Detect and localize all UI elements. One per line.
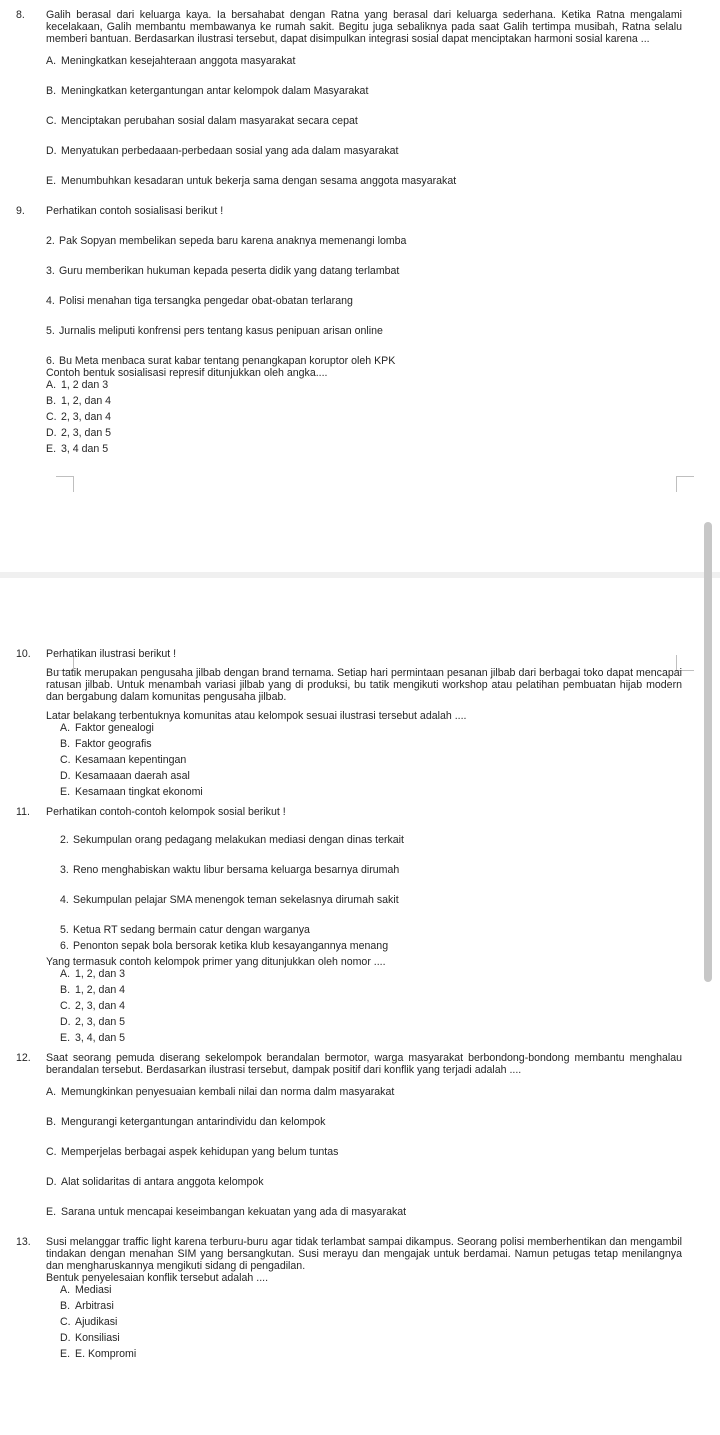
list-item xyxy=(60,894,682,906)
question-number: 13. xyxy=(16,1236,31,1248)
option-text: Sarana untuk mencapai keseimbangan kekuatan yang ada di masyarakat xyxy=(61,1206,407,1218)
answer-option[interactable] xyxy=(60,738,682,750)
answer-option[interactable] xyxy=(60,1316,682,1328)
item-number: 3. xyxy=(60,864,69,876)
question-prompt: Yang termasuk contoh kelompok primer yang ditunjukkan oleh nomor .... xyxy=(46,956,386,968)
option-text: 1, 2 dan 3 xyxy=(61,379,109,391)
option-text: Arbitrasi xyxy=(75,1300,114,1312)
option-text: 2, 3, dan 5 xyxy=(61,427,112,439)
answer-option[interactable] xyxy=(60,722,682,734)
list-item xyxy=(60,940,682,952)
answer-option[interactable] xyxy=(46,1116,682,1128)
option-label: B. xyxy=(60,738,71,750)
option-text: 2, 3, dan 5 xyxy=(75,1016,126,1028)
option-text: E. Kompromi xyxy=(75,1348,137,1360)
option-label: D. xyxy=(46,145,57,157)
answer-option[interactable] xyxy=(46,115,682,127)
question-prompt: Contoh bentuk sosialisasi represif ditunjukkan oleh angka.... xyxy=(46,367,328,379)
option-text: Menumbuhkan kesadaran untuk bekerja sama dengan sesama anggota masyarakat xyxy=(61,175,457,187)
answer-option[interactable] xyxy=(46,411,682,423)
answer-option[interactable] xyxy=(60,1000,682,1012)
item-number: 3. xyxy=(46,265,55,277)
option-label: C. xyxy=(60,1316,71,1328)
item-number: 6. xyxy=(46,355,55,367)
item-text: Bu Meta menbaca surat kabar tentang penangkapan koruptor oleh KPK xyxy=(59,355,396,367)
option-label: B. xyxy=(60,984,71,996)
option-text: 2, 3, dan 4 xyxy=(75,1000,126,1012)
answer-option[interactable] xyxy=(60,1016,682,1028)
option-text: Meningkatkan kesejahteraan anggota masyarakat xyxy=(61,55,296,67)
option-text: Memperjelas berbagai aspek kehidupan yang belum tuntas xyxy=(61,1146,339,1158)
answer-option[interactable] xyxy=(60,1332,682,1344)
answer-option[interactable] xyxy=(60,786,682,798)
option-label: C. xyxy=(60,1000,71,1012)
option-text: Faktor geografis xyxy=(75,738,152,750)
page-bottom xyxy=(0,648,720,1435)
option-text: Konsiliasi xyxy=(75,1332,120,1344)
question-8 xyxy=(16,9,682,187)
question-stem: Susi melanggar traffic light karena terburu-buru agar tidak terlambat sampai dikampus. Seorang polisi memberhentikan dan mengambil tindakan dengan menahan SIM yang bersangkutan. Susi merayu dan mengajak untuk berdamai. Namun petugas tetap menilangnya dan mengharuskannya mengikuti sidang di pengadilan. xyxy=(46,1236,682,1272)
item-number: 2. xyxy=(46,235,55,247)
option-text: Mengurangi ketergantungan antarindividu dan kelompok xyxy=(61,1116,326,1128)
question-13 xyxy=(16,1236,682,1360)
question-number: 10. xyxy=(16,648,31,660)
option-label: E. xyxy=(60,1348,71,1360)
item-number: 6. xyxy=(60,940,69,952)
option-text: Faktor genealogi xyxy=(75,722,154,734)
answer-option[interactable] xyxy=(46,85,682,97)
question-number: 8. xyxy=(16,9,25,21)
question-prompt: Bentuk penyelesaian konflik tersebut adalah .... xyxy=(46,1272,269,1284)
question-9 xyxy=(16,205,682,455)
item-number: 4. xyxy=(60,894,69,906)
answer-option[interactable] xyxy=(46,427,682,439)
list-item xyxy=(60,864,682,876)
question-stem: Perhatikan contoh-contoh kelompok sosial berikut ! xyxy=(46,806,286,818)
question-number: 12. xyxy=(16,1052,31,1064)
option-label: A. xyxy=(60,722,71,734)
option-text: Memungkinkan penyesuaian kembali nilai dan norma dalm masyarakat xyxy=(61,1086,395,1098)
item-text: Guru memberikan hukuman kepada peserta didik yang datang terlambat xyxy=(59,265,400,277)
item-number: 5. xyxy=(60,924,69,936)
option-text: 1, 2, dan 4 xyxy=(61,395,112,407)
answer-option[interactable] xyxy=(46,1206,682,1218)
option-text: Ajudikasi xyxy=(75,1316,118,1328)
option-label: B. xyxy=(46,1116,57,1128)
item-text: Pak Sopyan membelikan sepeda baru karena anaknya memenangi lomba xyxy=(59,235,407,247)
item-number: 2. xyxy=(60,834,69,846)
item-text: Sekumpulan pelajar SMA menengok teman sekelasnya dirumah sakit xyxy=(73,894,399,906)
page-top xyxy=(0,0,720,490)
option-label: C. xyxy=(46,1146,57,1158)
answer-option[interactable] xyxy=(46,1176,682,1188)
option-label: A. xyxy=(60,1284,71,1296)
answer-option[interactable] xyxy=(60,1032,682,1044)
list-item xyxy=(46,295,682,307)
item-text: Polisi menahan tiga tersangka pengedar obat-obatan terlarang xyxy=(59,295,353,307)
scrollbar-thumb[interactable] xyxy=(704,522,712,982)
option-text: Menyatukan perbedaaan-perbedaan sosial yang ada dalam masyarakat xyxy=(61,145,399,157)
question-stem: Galih berasal dari keluarga kaya. Ia bersahabat dengan Ratna yang berasal dari keluarga sederhana. Ketika Ratna mengalami kecelakaan, Galih membantu membawanya ke rumah sakit. Begitu juga sebaliknya pada saat Galih tertimpa musibah, Ratna selalu memberi bantuan. Berdasarkan ilustrasi tersebut, dapat disimpulkan integrasi sosial dapat menciptakan harmoni sosial karena ... xyxy=(46,9,682,45)
question-stem: Perhatikan contoh sosialisasi berikut ! xyxy=(46,205,224,217)
answer-option[interactable] xyxy=(60,770,682,782)
option-label: D. xyxy=(60,1016,71,1028)
option-label: A. xyxy=(60,968,71,980)
item-text: Ketua RT sedang bermain catur dengan warganya xyxy=(73,924,310,936)
option-text: Mediasi xyxy=(75,1284,112,1296)
crop-mark xyxy=(676,476,694,492)
list-item xyxy=(60,924,682,936)
option-label: D. xyxy=(46,1176,57,1188)
item-text: Sekumpulan orang pedagang melakukan mediasi dengan dinas terkait xyxy=(73,834,404,846)
illustration-paragraph: Bu tatik merupakan pengusaha jilbab dengan brand ternama. Setiap hari permintaan pesanan jilbab dari berbagai toko dapat mencapai ratusan jilbab. Untuk menambah variasi jilbab yang di produksi, bu tatik mengikuti workshop atau pelatihan pembuatan hijab modern dan bergabung dalam komunitas pengusaha jilbab. xyxy=(46,667,682,703)
answer-option[interactable] xyxy=(60,1348,682,1360)
item-number: 4. xyxy=(46,295,55,307)
option-text: 2, 3, dan 4 xyxy=(61,411,112,423)
answer-option[interactable] xyxy=(46,175,682,187)
list-item xyxy=(46,265,682,277)
option-label: C. xyxy=(46,115,57,127)
answer-option[interactable] xyxy=(60,1284,682,1296)
option-label: B. xyxy=(60,1300,71,1312)
answer-option[interactable] xyxy=(46,1086,682,1098)
answer-option[interactable] xyxy=(60,984,682,996)
option-text: Meningkatkan ketergantungan antar kelompok dalam Masyarakat xyxy=(61,85,369,97)
option-label: E. xyxy=(46,443,57,455)
question-12 xyxy=(16,1052,682,1218)
option-text: Alat solidaritas di antara anggota kelompok xyxy=(61,1176,264,1188)
answer-option[interactable] xyxy=(46,379,682,391)
option-label: E. xyxy=(60,786,71,798)
option-text: Kesamaan kepentingan xyxy=(75,754,187,766)
option-text: 3, 4 dan 5 xyxy=(61,443,109,455)
option-text: Kesamaaan daerah asal xyxy=(75,770,190,782)
question-prompt: Latar belakang terbentuknya komunitas atau kelompok sesuai ilustrasi tersebut adalah .... xyxy=(46,710,467,722)
list-item xyxy=(46,355,682,367)
answer-option[interactable] xyxy=(46,145,682,157)
option-label: C. xyxy=(46,411,57,423)
option-label: D. xyxy=(46,427,57,439)
answer-option[interactable] xyxy=(46,443,682,455)
question-number: 11. xyxy=(16,806,30,818)
option-label: A. xyxy=(46,379,57,391)
question-11 xyxy=(16,806,682,1044)
option-label: E. xyxy=(46,175,57,187)
option-label: A. xyxy=(46,55,57,67)
question-10 xyxy=(16,648,682,798)
answer-option[interactable] xyxy=(60,968,682,980)
option-text: 3, 4, dan 5 xyxy=(75,1032,126,1044)
question-number: 9. xyxy=(16,205,25,217)
option-label: D. xyxy=(60,770,71,782)
option-text: 1, 2, dan 3 xyxy=(75,968,126,980)
list-item xyxy=(46,325,682,337)
answer-option[interactable] xyxy=(60,1300,682,1312)
question-stem: Saat seorang pemuda diserang sekelompok berandalan bermotor, warga masyarakat berbondong-bondong membantu menghalau berandalan tersebut. Berdasarkan ilustrasi tersebut, dampak positif dari konflik yang terjadi adalah .... xyxy=(46,1052,682,1076)
question-stem: Perhatikan ilustrasi berikut ! xyxy=(46,648,177,660)
option-label: D. xyxy=(60,1332,71,1344)
answer-option[interactable] xyxy=(46,1146,682,1158)
list-item xyxy=(46,235,682,247)
option-text: 1, 2, dan 4 xyxy=(75,984,126,996)
option-label: E. xyxy=(46,1206,57,1218)
list-item xyxy=(60,834,682,846)
answer-option[interactable] xyxy=(46,395,682,407)
option-text: Kesamaan tingkat ekonomi xyxy=(75,786,203,798)
item-number: 5. xyxy=(46,325,55,337)
page-separator xyxy=(0,572,720,578)
item-text: Penonton sepak bola bersorak ketika klub kesayangannya menang xyxy=(73,940,389,952)
option-label: E. xyxy=(60,1032,71,1044)
option-label: A. xyxy=(46,1086,57,1098)
item-text: Jurnalis meliputi konfrensi pers tentang kasus penipuan arisan online xyxy=(59,325,383,337)
option-label: C. xyxy=(60,754,71,766)
item-text: Reno menghabiskan waktu libur bersama keluarga besarnya dirumah xyxy=(73,864,400,876)
crop-mark xyxy=(56,476,74,492)
option-label: B. xyxy=(46,395,57,407)
answer-option[interactable] xyxy=(60,754,682,766)
option-text: Menciptakan perubahan sosial dalam masyarakat secara cepat xyxy=(61,115,358,127)
option-label: B. xyxy=(46,85,57,97)
answer-option[interactable] xyxy=(46,55,682,67)
